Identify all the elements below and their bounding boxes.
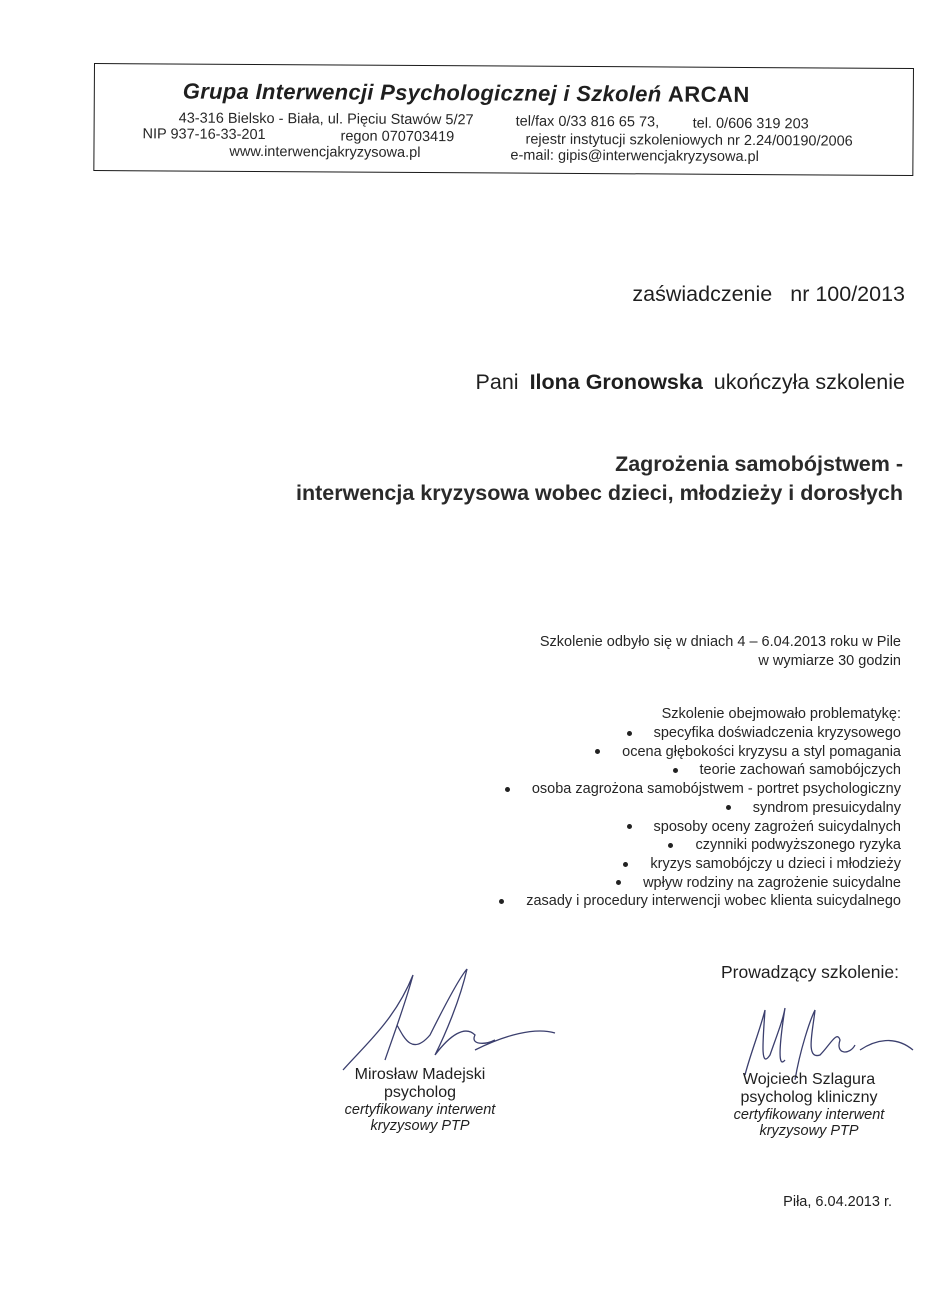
letterhead-box xyxy=(93,63,914,176)
training-duration: w wymiarze 30 godzin xyxy=(758,653,901,669)
training-dates: Szkolenie odbyło się w dniach 4 – 6.04.2013 roku w Pile xyxy=(539,634,901,650)
topic-text: sposoby oceny zagrożeń suicydalnych xyxy=(653,818,901,835)
phone-line: tel/fax 0/33 816 65 73, xyxy=(515,113,660,131)
bullet-icon xyxy=(623,862,628,867)
registry-line: rejestr instytucji szkoleniowych nr 2.24/00190/2006 xyxy=(525,131,853,150)
signatory-right-name: Wojciech Szlagura xyxy=(742,1071,876,1088)
signatory-right-cert-1: certyfikowany interwent xyxy=(733,1107,885,1123)
signatory-left-name: Mirosław Madejski xyxy=(354,1066,486,1083)
topic-text: ocena głębokości kryzysu a styl pomagania xyxy=(622,743,901,760)
bullet-icon xyxy=(668,843,673,848)
topic-text: wpływ rodziny na zagrożenie suicydalne xyxy=(643,874,901,891)
bullet-icon xyxy=(627,824,632,829)
instructors-heading: Prowadzący szkolenie: xyxy=(721,962,899,982)
bullet-icon xyxy=(505,787,510,792)
certificate-title xyxy=(632,282,905,307)
address-line: 43-316 Bielsko - Biała, ul. Pięciu Stawów 5/27 xyxy=(178,110,474,129)
topic-item xyxy=(616,875,901,891)
topic-item xyxy=(627,725,901,741)
bullet-icon xyxy=(595,749,600,754)
topic-text: czynniki podwyższonego ryzyka xyxy=(695,837,901,854)
signature-right xyxy=(724,1071,894,1139)
signature-left xyxy=(330,1066,510,1134)
topic-item xyxy=(673,762,902,778)
email-line: e-mail: gipis@interwencjakryzysowa.pl xyxy=(510,147,759,166)
recipient-line xyxy=(476,370,905,395)
website-line: www.interwencjakryzysowa.pl xyxy=(229,143,421,161)
signatory-left-role: psycholog xyxy=(383,1084,457,1101)
topic-text: osoba zagrożona samobójstwem - portret psychologiczny xyxy=(531,781,901,798)
bullet-icon xyxy=(673,768,678,773)
nip-line: NIP 937-16-33-201 xyxy=(142,126,266,144)
topic-item xyxy=(499,893,901,909)
topic-text: zasady i procedury interwencji wobec klienta suicydalnego xyxy=(526,893,901,910)
bullet-icon xyxy=(627,731,632,736)
certificate-number: nr 100/2013 xyxy=(790,282,905,306)
bullet-icon xyxy=(499,899,504,904)
signatory-left-cert-1: certyfikowany interwent xyxy=(344,1102,496,1118)
issue-date-place: Piła, 6.04.2013 r. xyxy=(783,1194,892,1210)
signatory-right-role: psycholog kliniczny xyxy=(740,1089,878,1106)
organization-name-text: Grupa Interwencji Psychologicznej i Szkoleń xyxy=(182,78,662,107)
signatory-left-cert-2: kryzysowy PTP xyxy=(370,1118,470,1134)
topic-item xyxy=(668,837,901,853)
topic-text: syndrom presuicydalny xyxy=(752,799,901,816)
topic-item xyxy=(726,800,901,816)
topics-heading: Szkolenie obejmowało problematykę: xyxy=(661,706,901,722)
regon-line: regon 070703419 xyxy=(340,128,455,146)
topic-item xyxy=(627,819,901,835)
topic-text: specyfika doświadczenia kryzysowego xyxy=(653,725,901,741)
topic-text: kryzys samobójczy u dzieci i młodzieży xyxy=(650,855,901,872)
topic-text: teorie zachowań samobójczych xyxy=(699,762,901,779)
organization-name xyxy=(183,79,750,108)
certificate-title-text: zaświadczenie xyxy=(632,282,773,306)
signature-left-scribble xyxy=(335,965,565,1075)
topic-item xyxy=(623,856,901,872)
course-title-line-2: interwencja kryzysowa wobec dzieci, młodzieży i dorosłych xyxy=(296,481,903,505)
bullet-icon xyxy=(726,805,731,810)
recipient-prefix: Pani xyxy=(475,370,519,394)
signatory-right-cert-2: kryzysowy PTP xyxy=(759,1123,859,1139)
bullet-icon xyxy=(616,880,621,885)
organization-brand: ARCAN xyxy=(667,81,750,108)
topic-item xyxy=(505,781,901,797)
recipient-name: Ilona Gronowska xyxy=(529,370,703,394)
recipient-suffix: ukończyła szkolenie xyxy=(713,370,905,394)
course-title-line-1: Zagrożenia samobójstwem - xyxy=(615,452,903,476)
topic-item xyxy=(595,744,901,760)
mobile-line: tel. 0/606 319 203 xyxy=(692,115,809,133)
